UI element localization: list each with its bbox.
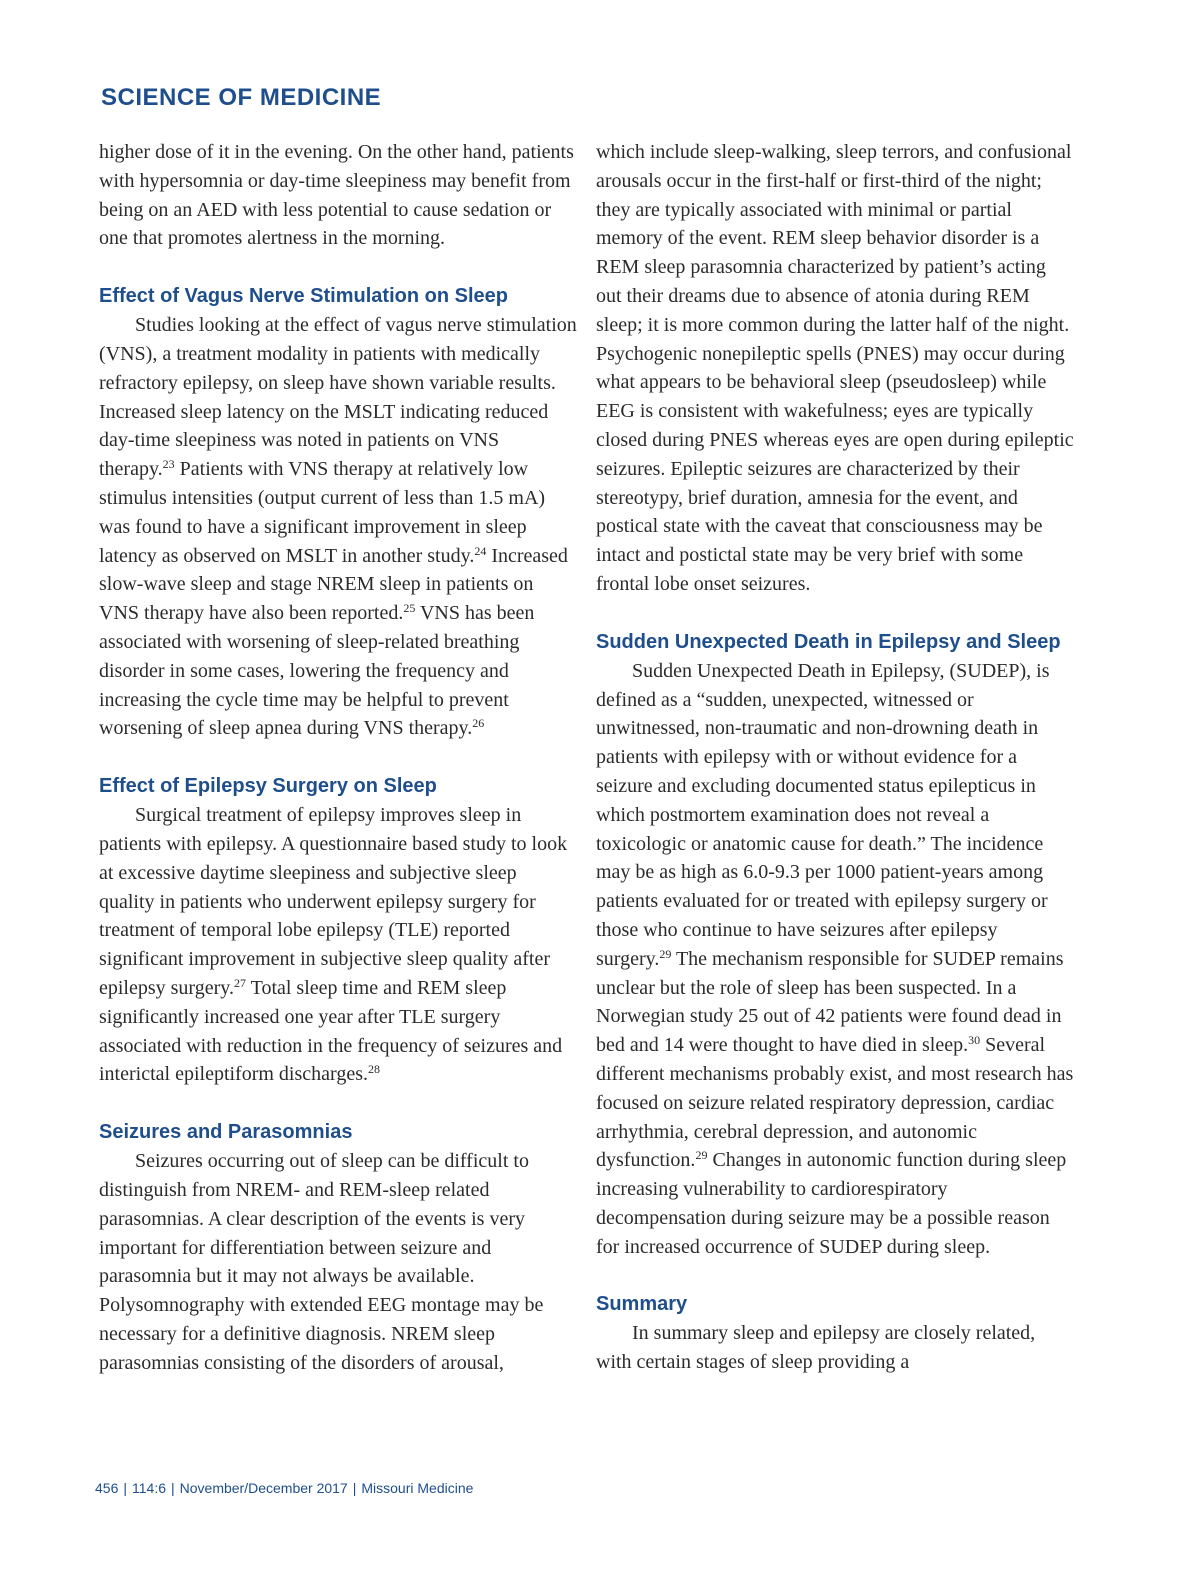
reference-28: 28 (367, 1062, 380, 1077)
footer-separator: | (171, 1480, 175, 1496)
reference-25: 25 (403, 601, 416, 616)
paragraph-parasomnias-continued: which include sleep-walking, sleep terrors, and confusional arousals occur in the first-half or first-third of the night; they are typically associated with minimal or partial memory of the event. REM sleep behavior disorder is a REM sleep parasomnia characterized by patient’s acting out their dreams due to absence of atonia during REM sleep; it is more common during the latter half of the night. Psychogenic nonepileptic spells (PNES) may occur during what appears to be behavioral sleep (pseudosleep) while EEG is consistent with wakefulness; eyes are typically closed during PNES whereas eyes are open during epileptic seizures. Epileptic seizures are characterized by their stereotypy, brief duration, amnesia for the event, and postical state with the caveat that consciousness may be intact and postictal state may be very brief with some frontal lobe onset seizures. (596, 141, 1074, 595)
heading-summary: Summary (596, 1293, 688, 1316)
text: Total sleep time and REM sleep significantly increased one year after TLE surgery associated with reduction in the frequency of seizures and interictal epileptiform discharges. (99, 976, 563, 1086)
paragraph-surgery (99, 801, 577, 1089)
text: Patients with VNS therapy at relatively low stimulus intensities (output current of less than 1.5 mA) was found to have a significant improvement in sleep latency as observed on MSLT in another study. (99, 458, 546, 567)
reference-29: 29 (695, 1148, 708, 1163)
text: Sudden Unexpected Death in Epilepsy, (SUDEP), is defined as a “sudden, unexpected, witnessed or unwitnessed, non-traumatic and non-drowning death in patients with epilepsy with or without evidence for a seizure and excluding documented status epilepticus in which postmortem examination does not reveal a toxicologic or anatomic cause for death.” The incidence may be as high as 6.0-9.3 per 1000 patient-years among patients evaluated for or treated with epilepsy surgery or those who continue to have seizures after epilepsy surgery. (596, 659, 1050, 970)
reference-23: 23 (162, 457, 175, 472)
reference-30: 30 (968, 1033, 981, 1048)
text: VNS has been associated with worsening of sleep-related breathing disorder in some cases, lowering the frequency and increasing the cycle time may be helpful to prevent worsening of sleep apnea during VNS therapy. (99, 602, 535, 740)
paragraph-vns (99, 311, 577, 743)
paragraph-summary: In summary sleep and epilepsy are closely related, with certain stages of sleep providing a (596, 1322, 1036, 1374)
section-label: SCIENCE OF MEDICINE (101, 84, 382, 111)
reference-27: 27 (233, 975, 246, 990)
text: Several different mechanisms probably exist, and most research has focused on seizure related respiratory depression, cardiac arrhythmia, cerebral depression, and autonomic dysfunction. (596, 1034, 1074, 1172)
journal-name: Missouri Medicine (361, 1480, 474, 1496)
reference-24: 24 (474, 543, 487, 558)
right-column (596, 138, 1074, 1377)
heading-parasomnias: Seizures and Parasomnias (99, 1121, 353, 1144)
intro-paragraph: higher dose of it in the evening. On the other hand, patients with hypersomnia or day-time sleepiness may benefit from being on an AED with less potential to cause sedation or one that promotes alertness in the morning. (99, 141, 574, 250)
text: Studies looking at the effect of vagus nerve stimulation (VNS), a treatment modality in patients with medically refractory epilepsy, on sleep have shown variable results. Increased sleep latency on the MSLT indicating reduced day-time sleepiness was noted in patients on VNS therapy. (99, 314, 577, 481)
text: Surgical treatment of epilepsy improves sleep in patients with epilepsy. A questionnaire based study to look at excessive daytime sleepiness and subjective sleep quality in patients who underwent epilepsy surgery for treatment of temporal lobe epilepsy (TLE) reported significant improvement in subjective sleep quality after epilepsy surgery. (99, 804, 568, 999)
footer-separator: | (123, 1480, 127, 1496)
text: The mechanism responsible for SUDEP remains unclear but the role of sleep has been suspected. In a Norwegian study 25 out of 42 patients were found dead in bed and 14 were thought to have died in sleep. (596, 947, 1064, 1057)
heading-vns: Effect of Vagus Nerve Stimulation on Sleep (99, 285, 508, 308)
reference-29: 29 (659, 946, 672, 961)
paragraph-parasomnias: Seizures occurring out of sleep can be difficult to distinguish from NREM- and REM-sleep related parasomnias. A clear description of the events is very important for differentiation between seizure and parasomnia but it may not always be available. Polysomnography with extended EEG montage may be necessary for a definitive diagnosis. NREM sleep parasomnias consisting of the disorders of arousal, (99, 1150, 544, 1374)
heading-surgery: Effect of Epilepsy Surgery on Sleep (99, 775, 437, 798)
page-number: 456 (95, 1480, 119, 1496)
reference-26: 26 (472, 716, 485, 731)
paragraph-sudep (596, 657, 1074, 1262)
footer-separator: | (352, 1480, 357, 1496)
volume-issue: 114:6 (132, 1480, 166, 1496)
issue-date: November/December 2017 (179, 1480, 348, 1496)
page-footer (95, 1480, 473, 1496)
left-column (99, 138, 577, 1377)
text: Changes in autonomic function during sleep increasing vulnerability to cardiorespiratory decompensation during seizure may be a possible reason for increased occurrence of SUDEP during sleep. (596, 1149, 1067, 1258)
text: Increased slow-wave sleep and stage NREM sleep in patients on VNS therapy have also been reported. (99, 544, 568, 625)
heading-sudep: Sudden Unexpected Death in Epilepsy and Sleep (596, 630, 1061, 653)
